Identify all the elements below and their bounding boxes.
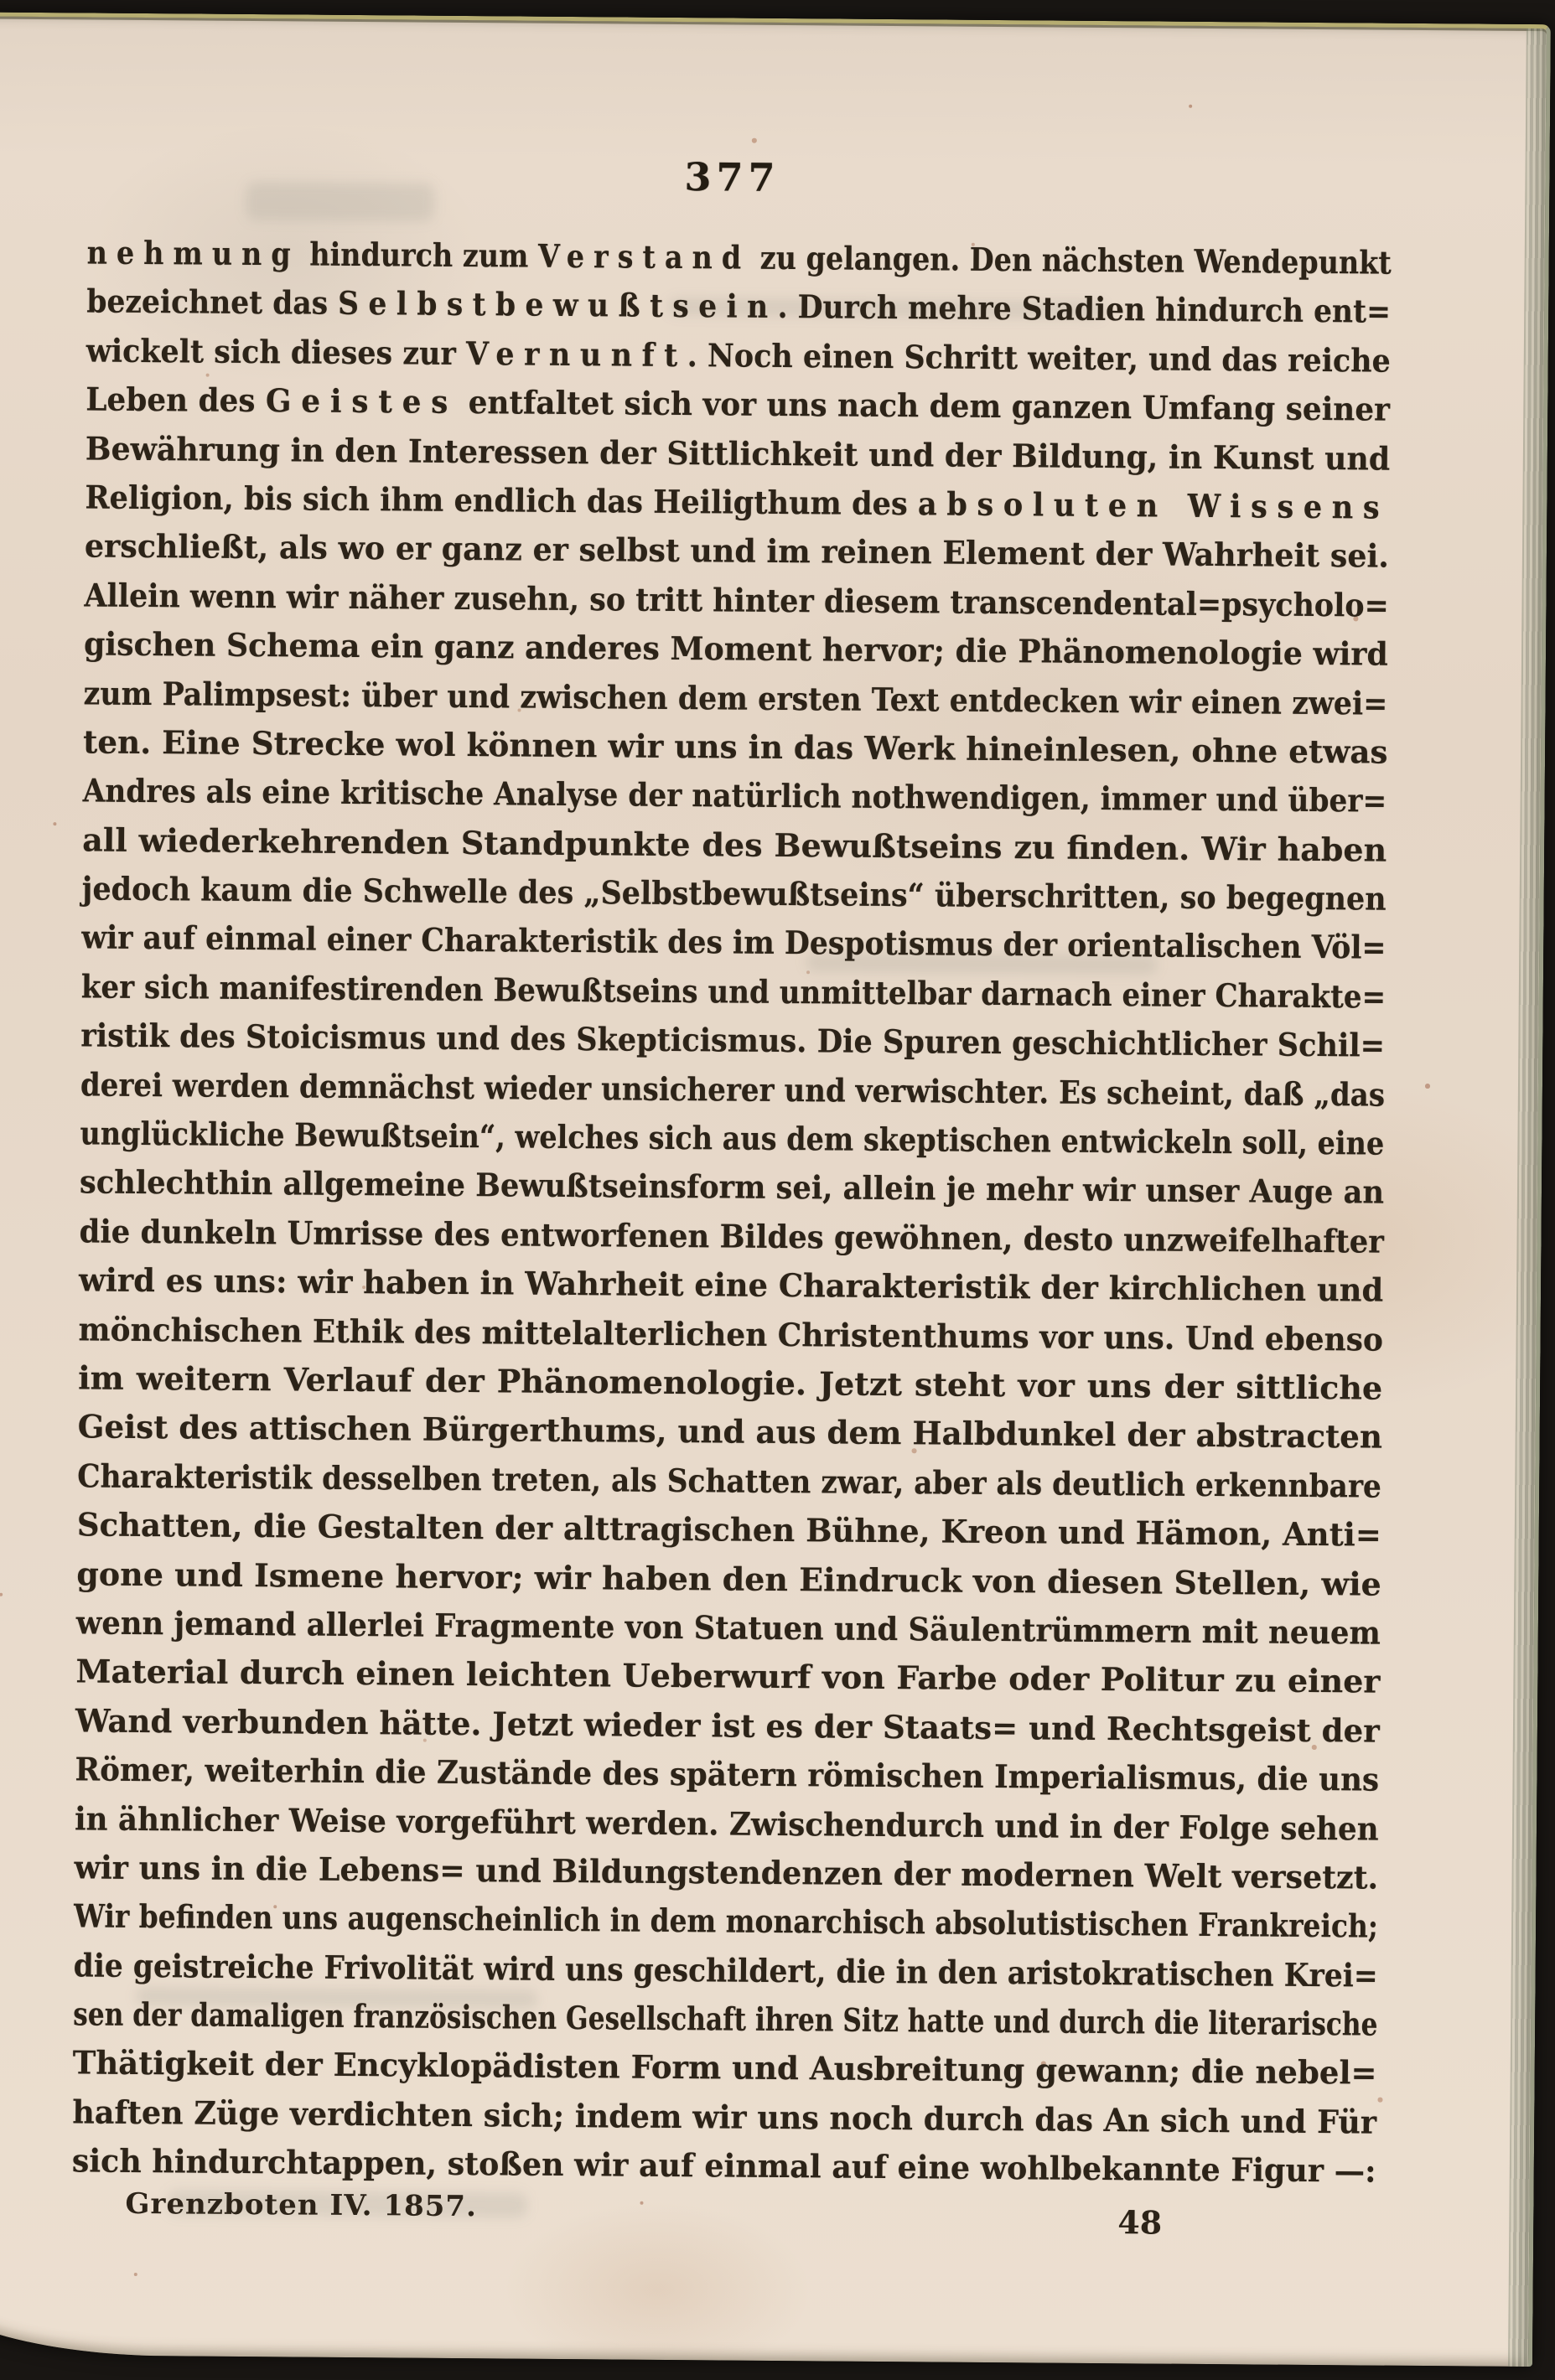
text-segment: Thätigkeit der Encyklopädisten Form und Ausbreitung gewann; die nebel= <box>72 2043 1377 2093</box>
text-segment: . Durch mehre Stadien hindurch ent= <box>777 287 1392 331</box>
text-segment: erschließt, als wo er ganz er selbst und im reinen Element der Wahrheit sei. <box>84 526 1390 576</box>
text-segment: Allein wenn wir näher zusehn, so tritt hinter diesem transcendental=psycholo= <box>84 576 1389 624</box>
text-segment: zu gelangen. Den nächsten Wendepunkt <box>749 238 1392 282</box>
text-segment: im weitern Verlauf der Phänomenologie. Jetzt steht vor uns der sittliche <box>78 1358 1383 1407</box>
text-segment: Leben des <box>86 380 267 420</box>
footer-imprint: Grenzboten IV. 1857. <box>125 2186 478 2224</box>
text-segment: sen der damaligen französischen Gesellschaft ihren Sitz hatte und durch die literarische <box>73 1995 1378 2043</box>
text-segment: in ähnlicher Weise vorgeführt werden. Zwischendurch und in der Folge sehen <box>74 1798 1379 1848</box>
scanned-book-page <box>0 12 1551 2367</box>
text-segment: zum Palimpsest: über und zwischen dem ersten Text entdecken wir einen zwei= <box>83 673 1388 722</box>
text-segment: Material durch einen leichten Ueberwurf von Farbe oder Politur zu einer <box>75 1652 1381 1700</box>
ink-showthrough <box>246 182 434 222</box>
text-segment: gone und Ismene hervor; wir haben den Eindruck von diesen Stellen, wie <box>76 1554 1381 1603</box>
text-segment: Wir befinden uns augenscheinlich in dem monarchisch absolutistischen Frankreich; <box>73 1896 1379 1945</box>
text-segment: die geistreiche Frivolität wird uns geschildert, die in den aristokratischen Krei= <box>73 1946 1378 1995</box>
text-line <box>73 1941 1378 1999</box>
text-line <box>78 1305 1384 1363</box>
emphasized-word: Verstand <box>537 236 751 277</box>
text-line <box>71 2137 1376 2196</box>
text-segment: Schatten, die Gestalten der alttragischen Bühne, Kreon und Hämon, Anti= <box>76 1505 1382 1554</box>
text-segment: entfaltet sich vor uns nach dem ganzen Umfang seiner <box>458 383 1391 428</box>
text-line <box>77 1451 1382 1509</box>
emphasized-word: Vernunft <box>465 334 687 374</box>
emphasized-word: Geistes <box>265 381 459 422</box>
text-segment: Geist des attischen Bürgerthums, und aus dem Halbdunkel der abstracten <box>77 1407 1383 1456</box>
text-segment: mönchischen Ethik des mittelalterlichen Christenthums vor uns. Und ebenso <box>78 1310 1384 1358</box>
text-line <box>73 1892 1379 1950</box>
emphasized-word: Selbstbewußtsein <box>337 284 778 326</box>
text-segment: wickelt sich dieses zur <box>86 331 467 372</box>
text-segment: wir uns in die Lebens= und Bildungstendenzen der modernen Welt versetzt. <box>74 1848 1379 1896</box>
text-segment: wenn jemand allerlei Fragmente von Statuen und Säulentrümmern mit neuem <box>75 1603 1381 1652</box>
text-segment: wird es uns: wir haben in Wahrheit eine Charakteristik der kirchlichen und <box>78 1260 1384 1309</box>
text-segment: Andres als eine kritische Analyse der natürlich nothwendigen, immer und über= <box>82 771 1387 820</box>
book-fore-edge <box>1508 28 1547 2367</box>
text-line <box>80 1109 1385 1167</box>
text-segment: schlechthin allgemeine Bewußtseinsform sei, allein je mehr wir unser Auge an <box>79 1162 1385 1212</box>
text-segment: derei werden demnächst wieder unsicherer und verwischter. Es scheint, daß „das <box>80 1065 1386 1114</box>
page-number: 377 <box>684 154 780 200</box>
emphasized-word: absoluten Wissens <box>917 484 1390 526</box>
text-segment: haften Züge verdichten sich; indem wir uns noch durch das An sich und Für <box>72 2093 1377 2141</box>
text-segment: unglückliche Bewußtsein“, welches sich aus dem skeptischen entwickeln soll, eine <box>80 1114 1385 1162</box>
text-segment: Religion, bis sich ihm endlich das Heiligthum des <box>85 478 919 523</box>
text-line <box>80 962 1387 1020</box>
page-footer <box>71 2186 1376 2247</box>
body-text <box>72 228 1392 2196</box>
text-segment: Bewährung in den Interessen der Sittlichkeit und der Bildung, in Kunst und <box>85 429 1391 478</box>
text-line <box>73 1989 1378 2046</box>
text-segment: ristik des Stoicismus und des Skepticismus. Die Spuren geschichtlicher Schil= <box>80 1016 1386 1064</box>
text-segment: bezeichnet das <box>86 282 339 323</box>
text-line <box>86 228 1392 286</box>
emphasized-word: nehmung <box>86 233 300 273</box>
text-segment: ker sich manifestirenden Bewußtseins und unmittelbar darnach einer Charakte= <box>80 967 1387 1016</box>
text-segment: sich hindurchtappen, stoßen wir auf einmal auf eine wohlbekannte Figur —: <box>71 2141 1376 2190</box>
text-segment: jedoch kaum die Schwelle des „Selbstbewußtseins“ überschritten, so begegnen <box>81 869 1387 918</box>
text-segment: ten. Eine Strecke wol können wir uns in das Werk hineinlesen, ohne etwas <box>82 722 1388 771</box>
text-line <box>75 1598 1381 1657</box>
text-segment: wir auf einmal einer Charakteristik des im Despotismus der orientalischen Völ= <box>81 918 1387 967</box>
text-segment: all wiederkehrenden Standpunkte des Bewußtseins zu finden. Wir haben <box>82 820 1387 869</box>
text-segment: gischen Schema ein ganz anderes Moment hervor; die Phänomenologie wird <box>83 624 1389 673</box>
text-segment: . Noch einen Schritt weiter, und das reiche <box>687 335 1391 380</box>
text-segment: Wand verbunden hätte. Jetzt wieder ist es der Staats= und Rechtsgeist der <box>75 1701 1380 1750</box>
text-line <box>80 1060 1386 1118</box>
text-line <box>82 767 1387 825</box>
text-segment: Charakteristik desselben treten, als Schatten zwar, aber als deutlich erkennbare <box>77 1456 1382 1505</box>
footer-signature-number: 48 <box>1117 2203 1163 2242</box>
text-segment: hindurch zum <box>299 235 539 275</box>
text-segment: die dunkeln Umrisse des entworfenen Bildes gewöhnen, desto unzweifelhafter <box>79 1212 1385 1260</box>
text-segment: Römer, weiterhin die Zustände des spätern römischen Imperialismus, die uns <box>75 1750 1380 1798</box>
